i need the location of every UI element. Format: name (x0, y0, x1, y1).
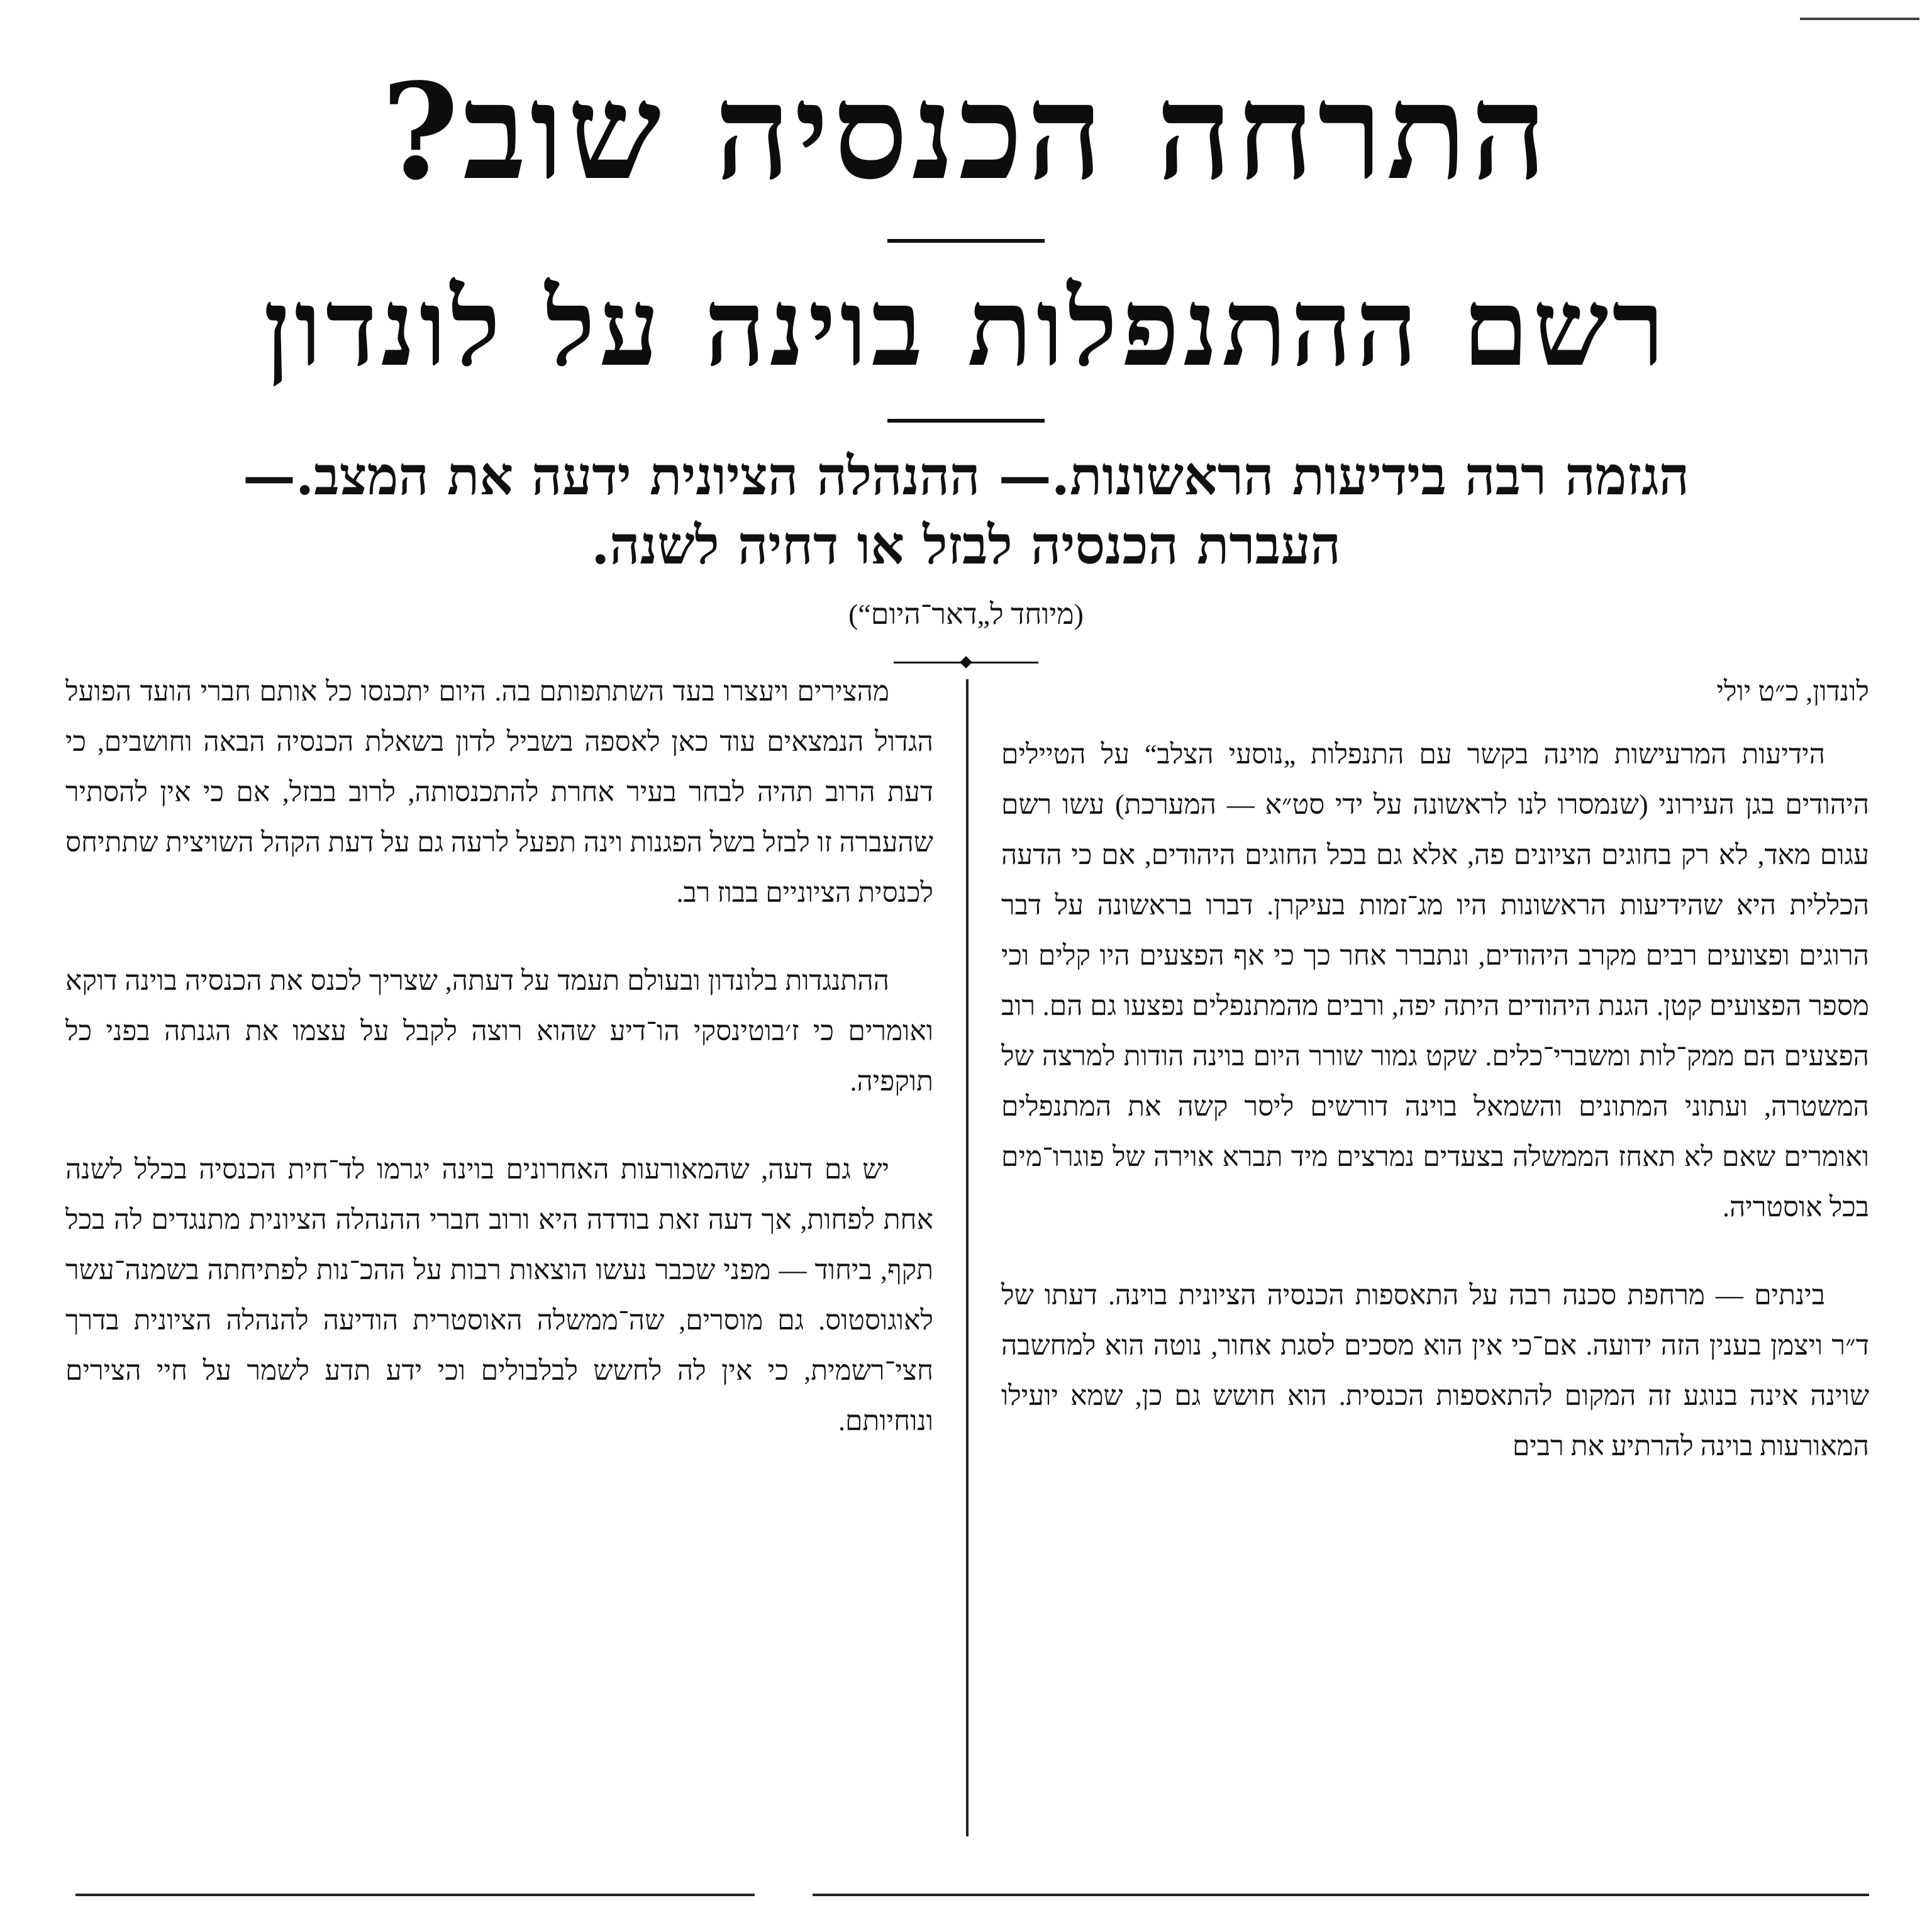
column-divider (966, 679, 969, 1836)
headline-divider-2 (887, 419, 1045, 423)
article-column-right (976, 667, 1869, 1862)
paragraph: יש גם דעה, שהמאורעות האחרונים בוינה יגרמו לד־חית הכנסיה בכלל לשנה אחת לפחות, אך דעה זאת בודדה היא ורוב חברי ההנהלה הציונית מתנגדים לה בכל תקף, ביחוד — מפני שכבר נעשו הוצאות רבות על ההכ־נות לפתיחתה בשמנה־עשר לאוגוסטוס. גם מוסרים, שה־ממשלה האוסטרית הודיעה להנהלה הציונית בדרך חצי־רשמית, כי אין לה לחשש לבלבולים וכי ידע תדע לשמר על חיי הצירים ונוחיותם. (65, 1154, 933, 1436)
subheadline-line-2: העברת הכנסיה לבזל או דחיה לשנה. (591, 514, 1341, 576)
article-columns (63, 667, 1869, 1862)
paragraph: בינתים — מרחפת סכנה רבה על התאספות הכנסיה הציונית בוינה. דעתו של ד״ר ויצמן בענין הזה ידועה. אם־כי אין הוא מסכים לסגת אחור, נוטה הוא למחשבה שוינה אינה בנוגע זה המקום להתאספות הכנסית. הוא חושש גם כן, שמא יועילו המאורעות בוינה להרתיע את רבים (1001, 1280, 1869, 1462)
paragraph: מהצירים ויעצרו בעד השתתפותם בה. היום יתכנסו כל אותם חברי הועד הפועל הגדול הנמצאים עוד כאן לאספה בשביל לדון בשאלת הכנסיה הבאה וחושבים, כי דעת הרוב תהיה לבחר בעיר אחרת להתכנסותה, לרוב בבזל, אם כי אין להסתיר שהעברה זו לבזל בשל הפגנות וינה תפעל לרעה גם על דעת הקהל השויצית שתתיחס לכנסית הציוניים בבוז רב. (65, 676, 933, 908)
top-edge-rule (1800, 18, 1919, 20)
headline-main: התרחה הכנסיה שוב? (381, 54, 1551, 209)
bottom-rule-left (75, 1894, 755, 1896)
paragraph: ההתנגדות בלונדון ובעולם תעמד על דעתה, שצריך לכנס את הכנסיה בוינה דוקא ואומרים כי ז׳בוטינסקי הו־דיע שהוא רוצה לקבל על עצמו את הגנתה בפני כל תוקפיה. (65, 965, 933, 1097)
byline-credit: (מיוחד ל„דאר־היום“) (848, 598, 1084, 630)
headline-divider-1 (887, 239, 1045, 243)
dateline: לונדון, כ״ט יולי (1716, 676, 1869, 707)
paragraph: הידיעות המרעישות מוינה בקשר עם התנפלות „נוסעי הצלב“ על הטיילים היהודים בגן העירוני (שנמסרו לנו לראשונה על ידי סט״א — המערכת) עשו רשם עגום מאד, לא רק בחוגים הציונים פה, אלא גם בכל החוגים היהודים, אם כי הדעה הכללית היא שהידיעות הראשונות היו מג־זמות בעיקרן. דברו בראשונה על דבר הרוגים ופצועים רבים מקרב היהודים, ונתברר אחר כך כי אף הפצעים היו קלים וכי מספר הפצועים קטן. הגנת היהודים היתה יפה, ורבים מהמתנפלים נפצעו גם הם. רוב הפצעים הם ממק־לות ומשברי־כלים. שקט גמור שורר היום בוינה הודות למרצה של המשטרה, ועתוני המתונים והשמאל בוינה דורשים ליסר קשה את המתנפלים ואומרים שאם לא תאחז הממשלה בצעדים נמרצים מיד תברא אוירה של פוגרו־מים בכל אוסטריה. (1001, 739, 1869, 1223)
subheadline-line-1: הגזמה רבה בידיעות הראשונות.— ההנהלה הציונית ידעה את המצב.— (242, 445, 1690, 507)
article-column-left (65, 667, 958, 1862)
bottom-rule-right (813, 1894, 1869, 1896)
section-ornament (894, 662, 1038, 663)
headline-secondary: רשם ההתנפלות בוינה על לונדון (263, 265, 1669, 391)
